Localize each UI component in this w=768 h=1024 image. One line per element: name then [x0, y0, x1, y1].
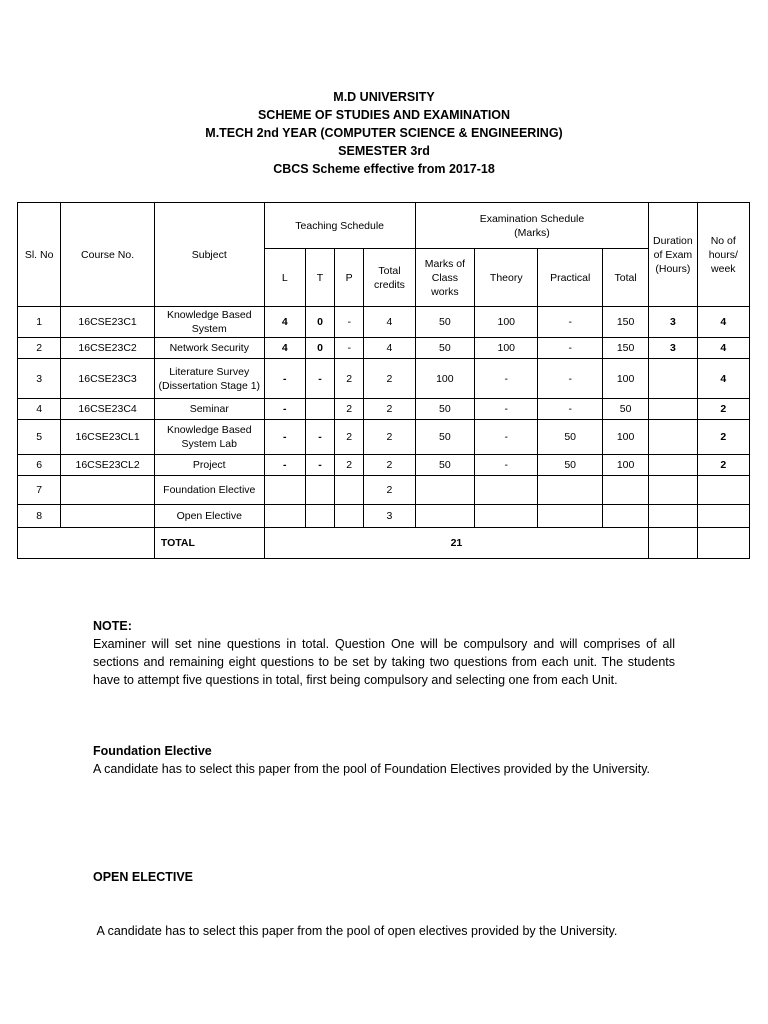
cell-p [335, 505, 364, 528]
subheader-total: Total [602, 249, 648, 307]
subheader-practical: Practical [538, 249, 602, 307]
table-row [18, 505, 750, 528]
cell-hours-per-week: 4 [697, 338, 749, 359]
cell-subject: Network Security [154, 338, 264, 359]
cell-subject: Open Elective [154, 505, 264, 528]
cell-sl-no: 7 [18, 476, 61, 505]
cell-theory [475, 476, 538, 505]
cell-duration: 3 [649, 338, 697, 359]
table-row [18, 338, 750, 359]
cell-total: 100 [602, 420, 648, 455]
cell-class-works: 50 [415, 420, 474, 455]
cell-subject: Literature Survey (Dissertation Stage 1) [154, 359, 264, 399]
subheader-theory: Theory [475, 249, 538, 307]
cell-course-no: 16CSE23C2 [61, 338, 155, 359]
cell-duration [649, 505, 697, 528]
cell-l: 4 [264, 307, 305, 338]
table-row [18, 476, 750, 505]
cell-class-works: 50 [415, 399, 474, 420]
open-elective-heading: OPEN ELECTIVE [93, 870, 194, 884]
header-duration: Duration of Exam (Hours) [649, 203, 697, 307]
cell-p: 2 [335, 455, 364, 476]
header-sl-no: Sl. No [18, 203, 61, 307]
cell-l [264, 505, 305, 528]
cell-t: 0 [305, 338, 334, 359]
cell-course-no: 16CSE23C3 [61, 359, 155, 399]
note-body: Examiner will set nine questions in total. Question One will be compulsory and will comprises of all sections and remaining eight questions to be set by taking two questions from each unit. The students have to attempt five questions in total, first being compulsory and selecting one from each Unit. [93, 637, 675, 687]
cell-hours-per-week [697, 505, 749, 528]
cell-theory: - [475, 455, 538, 476]
foundation-elective-body: A candidate has to select this paper from the pool of Foundation Electives provided by the University. [93, 762, 651, 776]
cell-l: - [264, 455, 305, 476]
cell-class-works: 50 [415, 307, 474, 338]
cell-total-credits: 2 [364, 420, 415, 455]
programme-title: M.TECH 2nd YEAR (COMPUTER SCIENCE & ENGINEERING) [205, 126, 563, 140]
cell-p: 2 [335, 399, 364, 420]
cell-class-works [415, 505, 474, 528]
cell-p: 2 [335, 420, 364, 455]
cell-theory: - [475, 420, 538, 455]
scheme-table [17, 202, 750, 559]
cell-practical: - [538, 338, 602, 359]
cell-hours-per-week: 4 [697, 307, 749, 338]
cell-t: - [305, 359, 334, 399]
header-examination-schedule: Examination Schedule (Marks) [415, 203, 649, 249]
cell-duration: 3 [649, 307, 697, 338]
cell-t [305, 476, 334, 505]
cell-hours-per-week: 2 [697, 420, 749, 455]
cell-course-no: 16CSE23CL2 [61, 455, 155, 476]
cell-class-works: 50 [415, 455, 474, 476]
cell-theory: - [475, 399, 538, 420]
university-name: M.D UNIVERSITY [333, 90, 435, 104]
cell-total: 150 [602, 338, 648, 359]
cell-sl-no: 2 [18, 338, 61, 359]
cell-total-credits: 2 [364, 476, 415, 505]
cell-total: 100 [602, 455, 648, 476]
document-header [0, 88, 768, 178]
cell-hours-per-week: 2 [697, 399, 749, 420]
cell-l: 4 [264, 338, 305, 359]
cell-t: 0 [305, 307, 334, 338]
cell-sl-no: 3 [18, 359, 61, 399]
cell-subject: Project [154, 455, 264, 476]
subheader-class-works: Marks of Class works [415, 249, 474, 307]
cell-subject: Seminar [154, 399, 264, 420]
cell-t [305, 505, 334, 528]
cell-duration [649, 420, 697, 455]
cell-practical: - [538, 359, 602, 399]
cell-p: - [335, 307, 364, 338]
cell-practical: 50 [538, 420, 602, 455]
table-row [18, 307, 750, 338]
subheader-total-credits: Total credits [364, 249, 415, 307]
header-hours-per-week: No of hours/ week [697, 203, 749, 307]
cell-hours-per-week: 4 [697, 359, 749, 399]
cell-course-no [61, 476, 155, 505]
cell-total-credits: 2 [364, 399, 415, 420]
cell-hours-per-week: 2 [697, 455, 749, 476]
header-teaching-schedule: Teaching Schedule [264, 203, 415, 249]
total-blank-cell [697, 528, 749, 559]
cell-total: 150 [602, 307, 648, 338]
cell-sl-no: 4 [18, 399, 61, 420]
cell-p: - [335, 338, 364, 359]
scheme-effective-title: CBCS Scheme effective from 2017-18 [273, 162, 495, 176]
subheader-p: P [335, 249, 364, 307]
foundation-elective-heading: Foundation Elective [93, 744, 212, 758]
cell-l [264, 476, 305, 505]
cell-total-credits: 4 [364, 338, 415, 359]
cell-sl-no: 8 [18, 505, 61, 528]
cell-total: 50 [602, 399, 648, 420]
cell-total-credits: 2 [364, 455, 415, 476]
cell-duration [649, 359, 697, 399]
cell-theory: 100 [475, 338, 538, 359]
cell-practical [538, 476, 602, 505]
cell-total-credits: 2 [364, 359, 415, 399]
table-header-row [18, 203, 750, 249]
cell-t: - [305, 455, 334, 476]
cell-subject: Knowledge Based System Lab [154, 420, 264, 455]
cell-course-no: 16CSE23CL1 [61, 420, 155, 455]
table-total-row [18, 528, 750, 559]
total-blank-cell [649, 528, 697, 559]
header-course-no: Course No. [61, 203, 155, 307]
cell-duration [649, 399, 697, 420]
total-label: TOTAL [154, 528, 264, 559]
cell-l: - [264, 359, 305, 399]
cell-sl-no: 1 [18, 307, 61, 338]
total-blank-cell [18, 528, 155, 559]
cell-subject: Foundation Elective [154, 476, 264, 505]
note-heading: NOTE: [93, 619, 132, 633]
cell-class-works: 50 [415, 338, 474, 359]
cell-total-credits: 4 [364, 307, 415, 338]
cell-practical: - [538, 399, 602, 420]
cell-t [305, 399, 334, 420]
foundation-elective-section [93, 742, 675, 778]
cell-total: 100 [602, 359, 648, 399]
cell-hours-per-week [697, 476, 749, 505]
subheader-l: L [264, 249, 305, 307]
note-section [93, 617, 675, 689]
cell-t: - [305, 420, 334, 455]
cell-subject: Knowledge Based System [154, 307, 264, 338]
total-credits-value: 21 [264, 528, 649, 559]
table-row [18, 420, 750, 455]
cell-practical: - [538, 307, 602, 338]
cell-total [602, 505, 648, 528]
table-row [18, 399, 750, 420]
cell-course-no: 16CSE23C4 [61, 399, 155, 420]
cell-sl-no: 5 [18, 420, 61, 455]
header-subject: Subject [154, 203, 264, 307]
cell-theory: - [475, 359, 538, 399]
cell-duration [649, 455, 697, 476]
semester-title: SEMESTER 3rd [338, 144, 430, 158]
subheader-t: T [305, 249, 334, 307]
table-row [18, 359, 750, 399]
cell-class-works: 100 [415, 359, 474, 399]
cell-course-no [61, 505, 155, 528]
table-row [18, 455, 750, 476]
cell-theory: 100 [475, 307, 538, 338]
open-elective-body: A candidate has to select this paper from the pool of open electives provided by the University. [93, 924, 618, 938]
cell-course-no: 16CSE23C1 [61, 307, 155, 338]
scheme-title: SCHEME OF STUDIES AND EXAMINATION [257, 108, 511, 122]
cell-duration [649, 476, 697, 505]
cell-theory [475, 505, 538, 528]
cell-p: 2 [335, 359, 364, 399]
cell-total [602, 476, 648, 505]
open-elective-section [93, 832, 675, 958]
cell-l: - [264, 420, 305, 455]
cell-p [335, 476, 364, 505]
cell-class-works [415, 476, 474, 505]
cell-sl-no: 6 [18, 455, 61, 476]
cell-practical: 50 [538, 455, 602, 476]
cell-practical [538, 505, 602, 528]
cell-l: - [264, 399, 305, 420]
cell-total-credits: 3 [364, 505, 415, 528]
